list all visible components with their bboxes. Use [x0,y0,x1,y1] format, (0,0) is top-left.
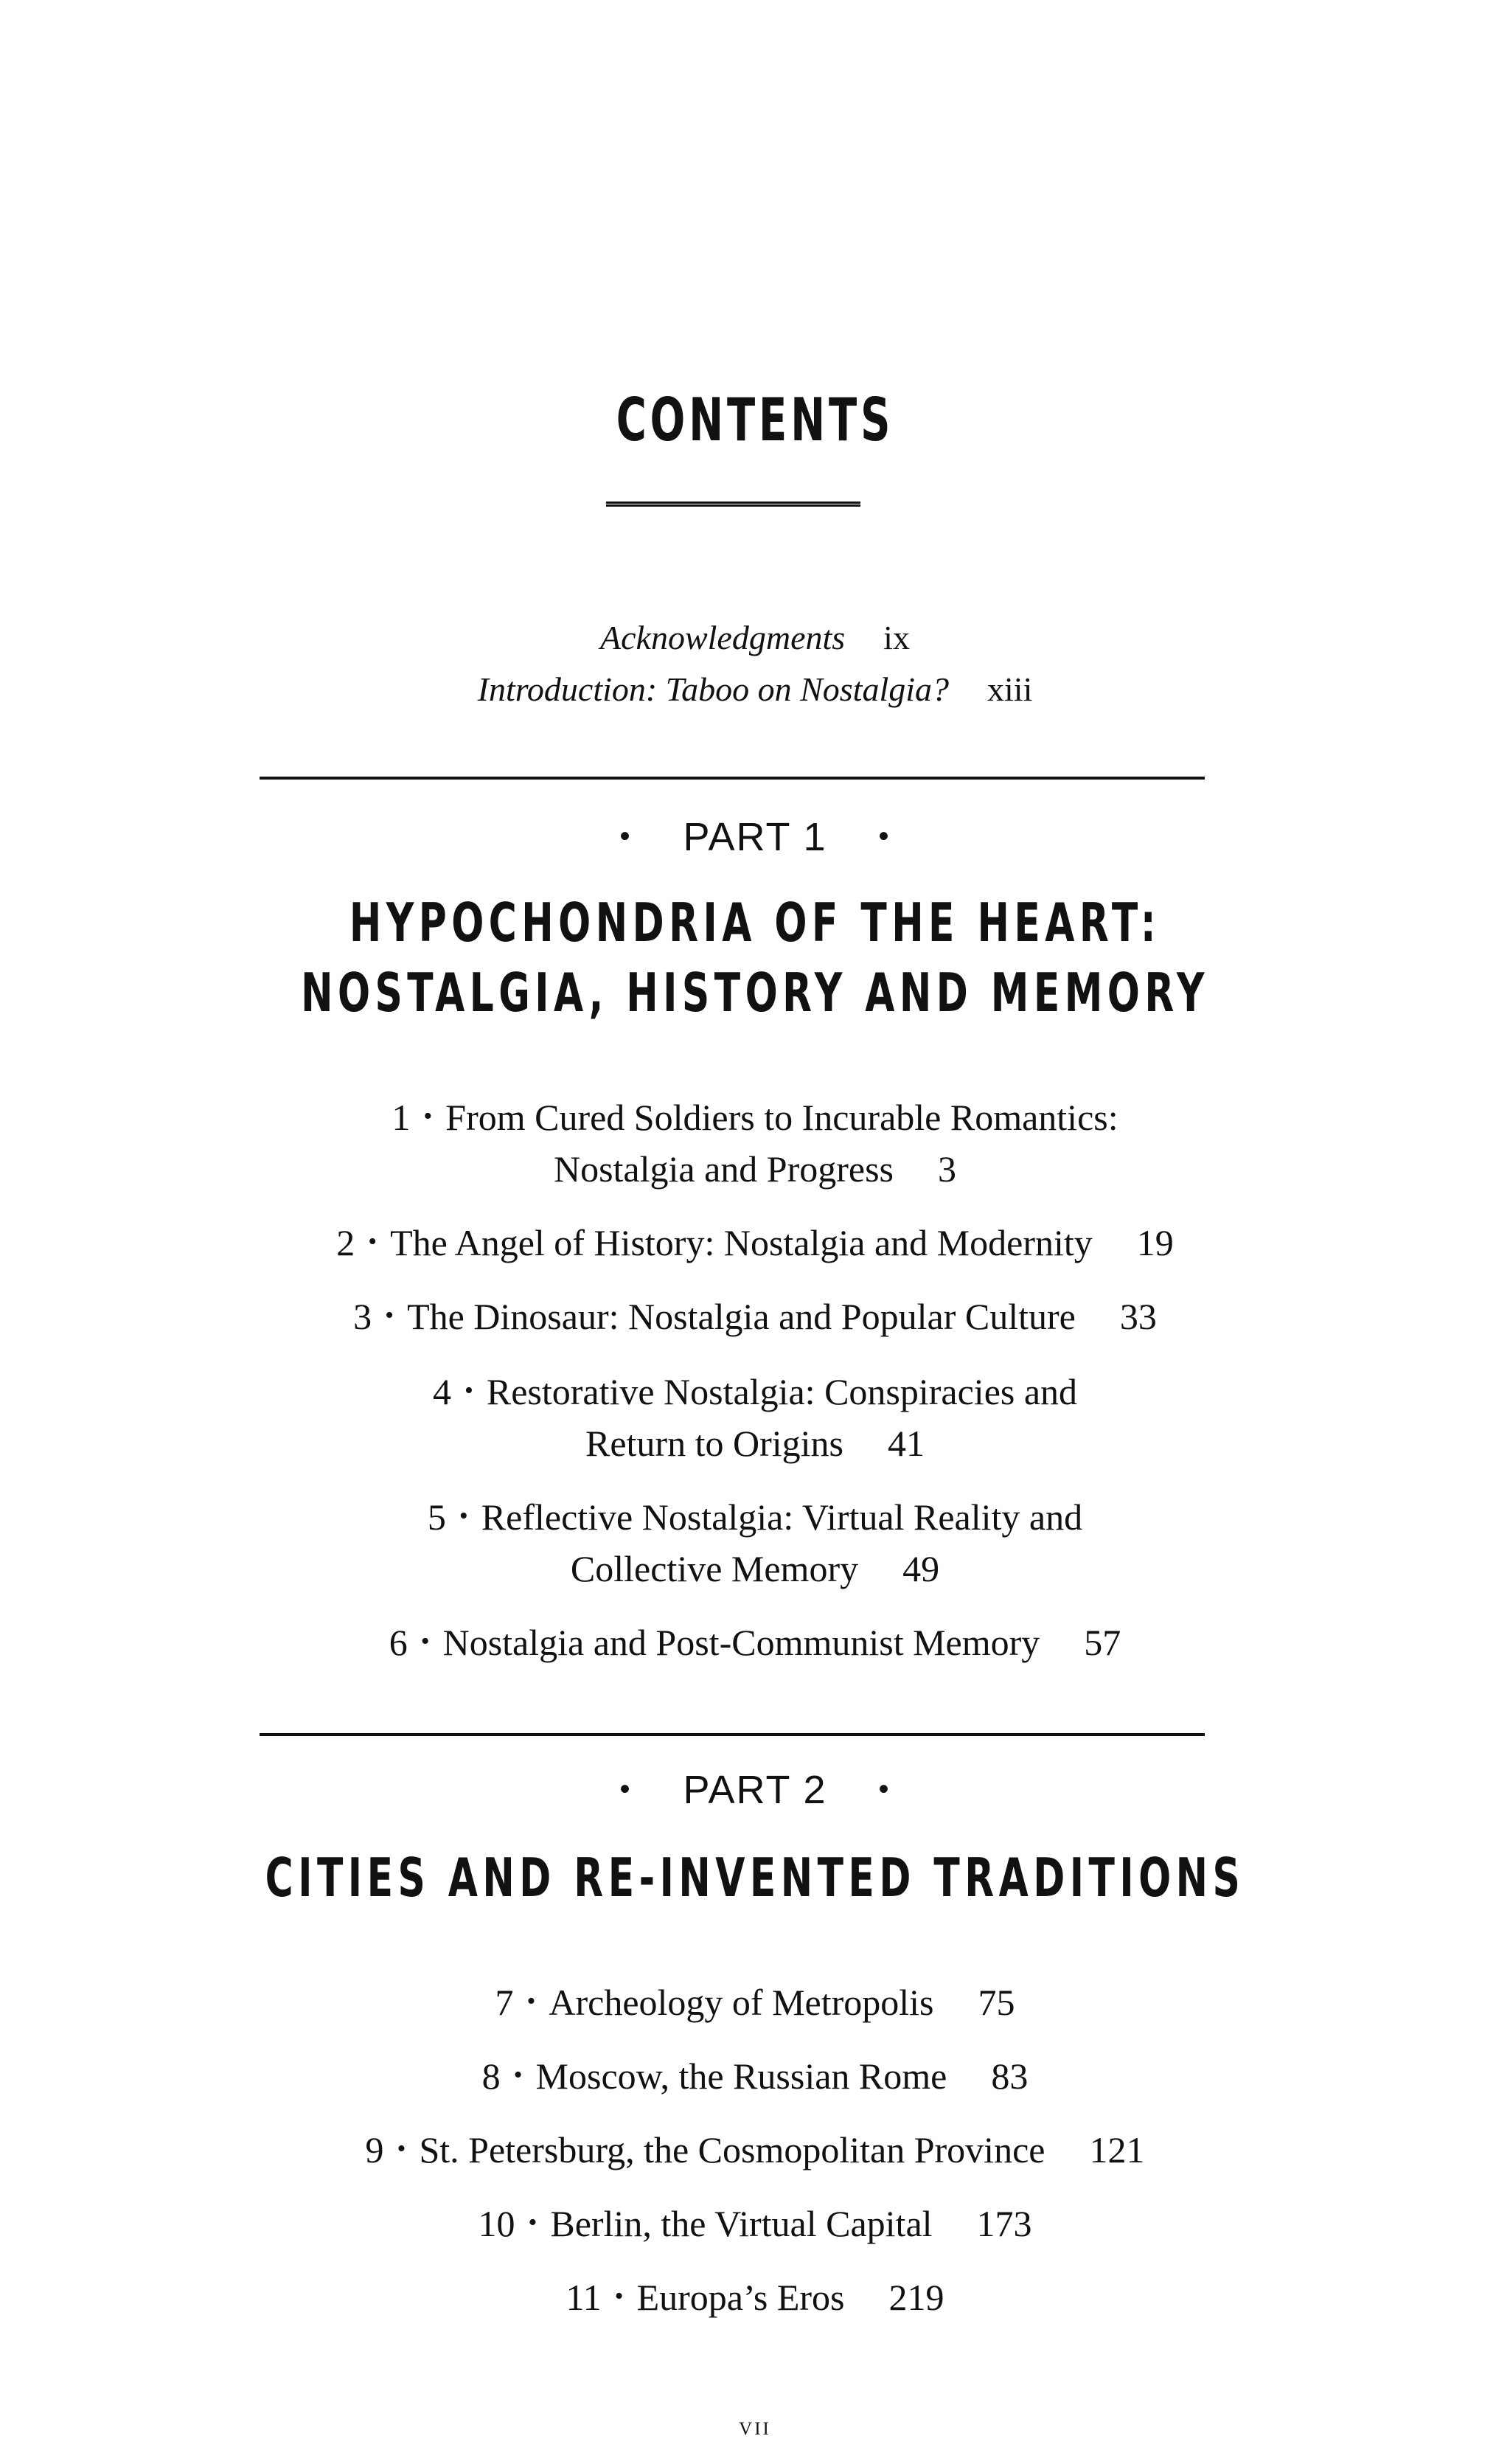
chapter-entry [0,1099,1510,1136]
chapter-entry [0,1496,1510,1538]
chapter-number: 6 [389,1622,408,1663]
bullet-glyph: • [368,1228,378,1255]
part-1-label [0,817,1510,857]
chapter-entry [0,1298,1510,1335]
bullet-glyph: • [614,2283,624,2310]
bullet-glyph: • [619,1773,632,1805]
chapter-number: 5 [427,1496,446,1538]
chapter-entry [0,1624,1510,1661]
chapter-entry [0,1224,1510,1261]
chapter-page: 19 [1136,1222,1174,1263]
chapter-title: Nostalgia and Post-Communist Memory [442,1622,1040,1663]
front-matter-item [0,670,1510,708]
section-rule [260,777,1205,780]
chapter-number: 3 [353,1296,372,1337]
chapter-entry-continuation [0,1550,1510,1587]
chapter-number: 2 [336,1222,355,1263]
chapter-title: St. Petersburg, the Cosmopolitan Province [419,2129,1045,2170]
front-matter-item [0,621,1510,655]
chapter-entry [0,1373,1510,1410]
page-number: vii [739,2411,771,2440]
bullet-glyph: • [459,1502,468,1530]
chapter-title: Archeology of Metropolis [549,1982,934,2023]
chapter-entry [0,2279,1510,2316]
part-2-title: CITIES AND RE-INVENTED TRADITIONS [265,1847,1245,1909]
chapter-number: 4 [432,1371,451,1412]
contents-heading: CONTENTS [616,386,894,454]
chapter-number: 10 [478,2203,515,2244]
chapter-page: 173 [976,2203,1032,2244]
chapter-title: The Angel of History: Nostalgia and Modernity [390,1222,1093,1263]
chapter-page: 49 [902,1548,940,1589]
part-label-text: PART 1 [683,815,827,859]
bullet-glyph: • [423,1103,433,1130]
chapter-page: 41 [887,1423,925,1464]
chapter-page: 3 [938,1148,957,1190]
chapter-page: 83 [991,2055,1029,2097]
chapter-entry [0,2205,1510,2242]
chapter-title: Moscow, the Russian Rome [535,2055,947,2097]
chapter-title: From Cured Soldiers to Incurable Romantics: [445,1097,1118,1138]
chapter-entry [0,1984,1510,2021]
bullet-glyph: • [513,2061,523,2089]
bullet-glyph: • [397,2135,406,2162]
chapter-title: Berlin, the Virtual Capital [550,2203,933,2244]
chapter-number: 11 [566,2277,602,2318]
chapter-entry-continuation [0,1425,1510,1462]
chapter-page: 33 [1119,1296,1157,1337]
bullet-glyph: • [464,1377,473,1404]
chapter-entry-continuation [0,1148,1510,1190]
chapter-title-continued: Nostalgia and Progress [553,1148,894,1190]
chapter-entry [0,2131,1510,2168]
section-rule [260,1733,1205,1736]
chapter-number: 9 [365,2129,384,2170]
front-matter-title: Acknowledgments [600,619,846,656]
chapter-title-continued: Return to Origins [585,1423,843,1464]
front-matter-page: xiii [987,670,1033,708]
bullet-glyph: • [420,1628,430,1655]
chapter-number: 8 [481,2055,501,2097]
chapter-number: 1 [392,1097,411,1138]
part-2-label [0,1770,1510,1810]
chapter-entry [0,2055,1510,2097]
bullet-glyph: • [526,1988,536,2015]
chapter-page: 75 [978,1982,1015,2023]
chapter-title: Europa’s Eros [636,2277,845,2318]
front-matter-title: Introduction: Taboo on Nostalgia? [477,670,950,708]
chapter-page: 121 [1089,2129,1145,2170]
chapter-page: 57 [1084,1622,1121,1663]
chapter-page: 219 [888,2277,944,2318]
chapter-title: Restorative Nostalgia: Conspiracies and [486,1371,1078,1412]
chapter-title: Reflective Nostalgia: Virtual Reality and [481,1496,1083,1538]
chapter-number: 7 [495,1982,514,2023]
front-matter-page: ix [883,619,910,656]
bullet-glyph: • [878,820,891,853]
part-1-title-line-2: NOSTALGIA, HISTORY AND MEMORY [301,962,1209,1024]
bullet-glyph: • [385,1302,394,1329]
chapter-title: The Dinosaur: Nostalgia and Popular Culture [407,1296,1076,1337]
part-label-text: PART 2 [683,1768,827,1812]
bullet-glyph: • [619,820,632,853]
part-1-title-line-1: HYPOCHONDRIA OF THE HEART: [349,892,1161,954]
chapter-title-continued: Collective Memory [570,1548,859,1589]
heading-double-rule [606,502,860,507]
bullet-glyph: • [528,2209,537,2236]
bullet-glyph: • [878,1773,891,1805]
